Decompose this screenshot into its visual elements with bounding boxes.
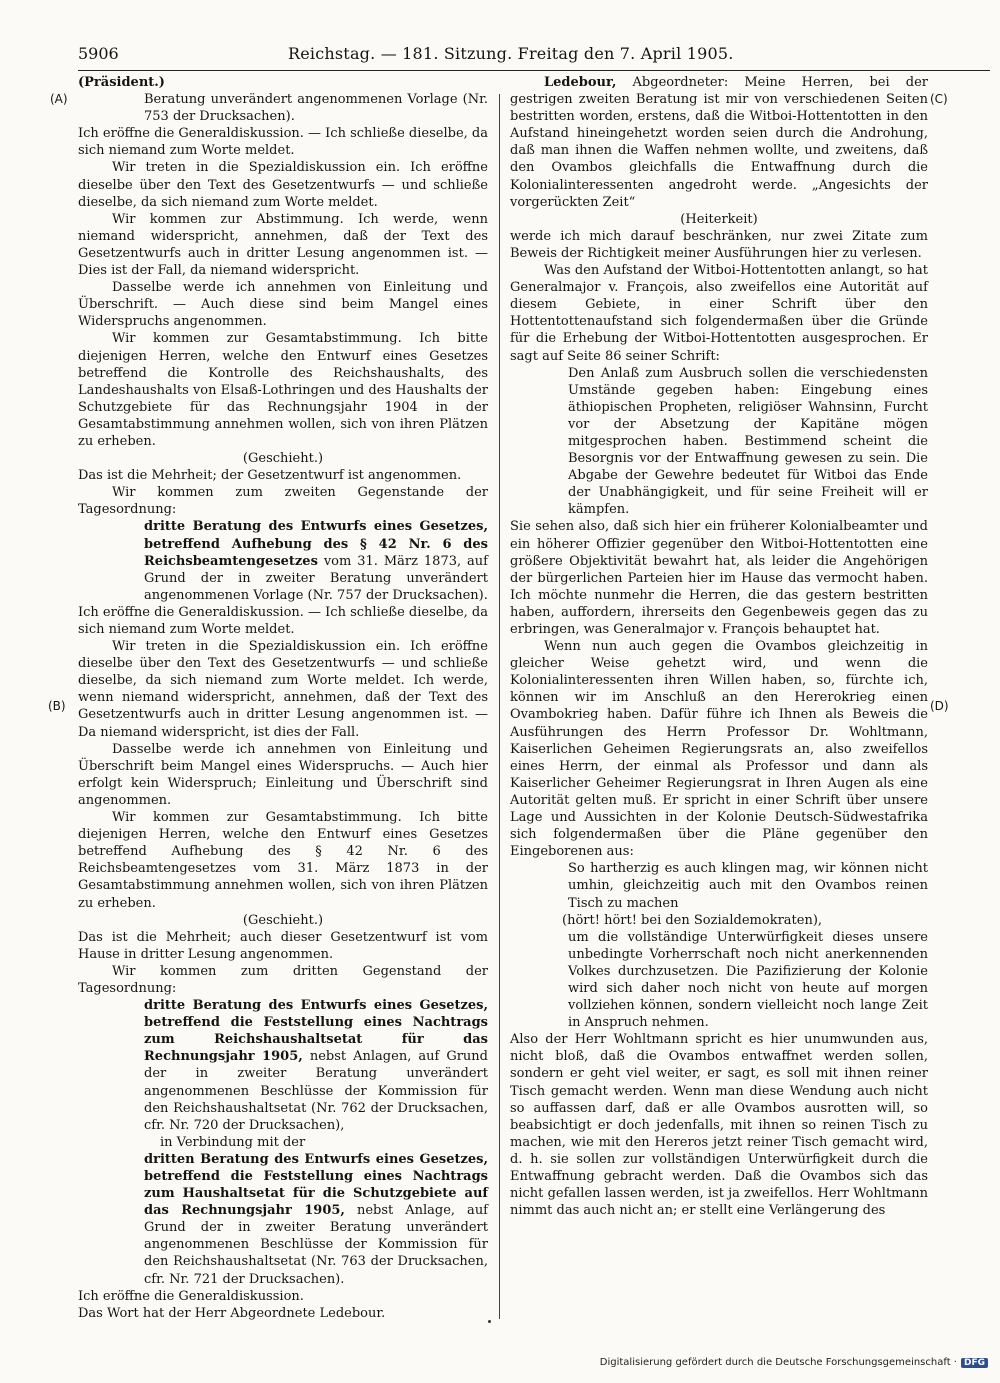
- block-quote: So hartherzig es auch klingen mag, wir können nicht umhin, gleichzeitig auch mit den Ovambos reinen Tisch zu machen: [568, 861, 928, 911]
- paragraph: Was den Aufstand der Witboi-Hottentotten anlangt, so hat Generalmajor v. François, also zweifellos eine Autorität auf diesem Gebiete, in einer Schrift über den Hottentottenaufstand sich folgendermaßen über die Gründe für die Erhebung der Witboi-Hottentotten ausgesprochen. Er sagt auf Seite 86 seiner Schrift:: [510, 263, 928, 364]
- running-title: Reichstag. — 181. Sitzung. Freitag den 7. April 1905.: [288, 44, 734, 63]
- paragraph: Ich eröffne die Generaldiskussion. — Ich schließe dieselbe, da sich niemand zum Worte meldet.: [78, 126, 488, 159]
- paragraph: Dasselbe werde ich annehmen von Einleitung und Überschrift beim Mangel eines Widerspruchs. — Auch hier erfolgt kein Widerspruch; Einleitung und Überschrift sind angenommen.: [78, 741, 488, 808]
- speech-text: Abgeordneter: Meine Herren, bei der gestrigen zweiten Beratung ist mir von verschiedenen Seiten bestritten worden, erstens, daß die Witboi-Hottentotten in den Aufstand hineingehetzt worden seien durch die Androhung, daß man ihnen die Waffen nehmen wollte, und zweitens, daß den Ovambos gleichfalls die Entwaffnung durch die Kolonialinteressenten angedroht werde. „Angesichts der vorgerückten Zeit“: [510, 75, 928, 210]
- margin-note-b: (B): [48, 699, 66, 713]
- paragraph: Wir kommen zum dritten Gegenstand der Tagesordnung:: [78, 963, 488, 996]
- paragraph: Ich eröffne die Generaldiskussion.: [78, 1288, 304, 1304]
- paragraph: Wir kommen zur Gesamtabstimmung. Ich bitte diejenigen Herren, welche den Entwurf eines Gesetzes betreffend die Kontrolle des Reichshaushalts, des Landeshaushalts von Elsaß-Lothringen und des Haushalts der Schutzgebiete für das Rechnungsjahr 1904 in der Gesamtabstimmung annehmen wollen, sich von ihren Plätzen zu erheben.: [78, 331, 488, 449]
- paragraph: Das ist die Mehrheit; auch dieser Gesetzentwurf ist vom Hause in dritter Lesung angenommen.: [78, 929, 488, 962]
- paragraph: Also der Herr Wohltmann spricht es hier unumwunden aus, nicht bloß, daß die Ovambos entwaffnet werden sollen, sondern er geht viel weiter, er sagt, es soll mit ihnen reiner Tisch gemacht werden. Wenn man diese Wendung auch nicht so auffassen darf, daß er alle Ovambos ausrotten will, so beabsichtigt er doch jedenfalls, mit ihnen so reinen Tisch zu machen, wie mit den Hereros jetzt reiner Tisch gemacht wird, d. h. sie sollen zur vollständigen Unterwürfigkeit durch die Entwaffnung gebracht werden. Daß die Ovambos sich das nicht gefallen lassen werden, ist ja zweifellos. Herr Wohltmann nimmt das auch nicht an; er stellt eine Verlängerung des: [510, 1032, 928, 1219]
- column-divider: [499, 94, 500, 1319]
- block-quote: um die vollständige Unterwürfigkeit dieses unsere unbedingte Vorherrschaft noch nicht anerkennenden Volkes durchzusetzen. Die Pazifizierung der Kolonie wird sich daher noch nicht von heute auf morgen vollziehen können, sondern vielleicht noch lange Zeit in Anspruch nehmen.: [568, 929, 928, 1031]
- speaker-president: (Präsident.): [78, 75, 165, 90]
- header-rule: [78, 70, 990, 71]
- paragraph: werde ich mich darauf beschränken, nur zwei Zitate zum Beweis der Richtigkeit meiner Ausführungen hier zu verlesen.: [510, 228, 928, 261]
- left-column: [78, 74, 488, 1322]
- agenda-title: dritte Beratung des Entwurfs eines Gesetzes, betreffend Aufhebung des § 42 Nr. 6 des Reichsbeamtengesetzes: [144, 519, 488, 569]
- paragraph: Sie sehen also, daß sich hier ein früherer Kolonialbeamter und ein höherer Offizier gegenüber den Witboi-Hottentotten eine größere Objektivität bewahrt hat, als leider die Angehörigen der bürgerlichen Parteien hier im Hause das vermocht haben. Ich möchte nunmehr die Herren, die das gestern bestritten haben, auffordern, ihrerseits den Gegenbeweis gegen das zu erbringen, was Generalmajor v. François behauptet hat.: [510, 519, 928, 637]
- agenda-details: nebst Anlage, auf Grund der in zweiter Beratung unverändert angenommenen Beschlüsse der Kommission für den Reichshaushaltsetat (Nr. 763 der Drucksachen, cfr. Nr. 721 der Drucksachen).: [144, 1203, 488, 1287]
- footer-credit: [600, 1357, 988, 1368]
- paragraph: Ich eröffne die Generaldiskussion. — Ich schließe dieselbe, da sich niemand zum Worte meldet.: [78, 604, 488, 637]
- paragraph: Beratung unverändert angenommenen Vorlage (Nr. 753 der Drucksachen).: [144, 92, 488, 125]
- paragraph: Das ist die Mehrheit; der Gesetzentwurf ist angenommen.: [78, 468, 462, 484]
- paragraph: in Verbindung mit der: [160, 1134, 306, 1150]
- agenda-title: dritte Beratung des Entwurfs eines Gesetzes, betreffend die Feststellung eines Nachtrags zum Reichshaushaltsetat für das Rechnungsjahr 1905,: [144, 998, 488, 1065]
- block-quote: Den Anlaß zum Ausbruch sollen die verschiedensten Umstände gegeben haben: Eingebung eines äthiopischen Propheten, religiöser Wahnsinn, Furcht vor der Absetzung der Kapitäne mögen mitgesprochen haben. Bestimmend scheint die Besorgnis vor der Entwaffnung gewesen zu sein. Die Abgabe der Gewehre bedeutet für Witboi das Ende der Unabhängigkeit, und für seine Freiheit will er kämpfen.: [568, 365, 928, 518]
- agenda-details: nebst Anlagen, auf Grund der in zweiter Beratung unverändert angenommenen Beschlüsse der Kommission für den Reichshaushaltsetat (Nr. 762 der Drucksachen, cfr. Nr. 720 der Drucksachen),: [144, 1049, 488, 1133]
- agenda-title: dritten Beratung des Entwurfs eines Gesetzes, betreffend die Feststellung eines Nachtrags zum Haushaltsetat für die Schutzgebiete auf das Rechnungsjahr 1905,: [144, 1151, 488, 1219]
- page-number: 5906: [78, 44, 119, 63]
- paragraph: Wir treten in die Spezialdiskussion ein. Ich eröffne dieselbe über den Text des Gesetzentwurfs — und schließe dieselbe, da sich niemand zum Worte meldet.: [78, 160, 488, 210]
- agenda-item-3b: [78, 1151, 488, 1288]
- stage-direction: (Geschieht.): [242, 451, 324, 467]
- paragraph: Wenn nun auch gegen die Ovambos gleichzeitig in gleicher Weise gehetzt wird, und wenn die Kolonialinteressenten ihren Willen haben, so, fürchte ich, können wir im Anschluß an den Hererokrieg einen Ovambokrieg haben. Dafür führe ich Ihnen als Beweis die Ausführungen des Herrn Professor Dr. Wohltmann, Kaiserlichen Geheimen Regierungsrats an, also zweifellos eines Herrn, der einmal als Professor und dann als Kaiserlicher Geheimer Regierungsrat in Ihren Augen als eine Autorität gelten muß. Er spricht in einer Schrift über unsere Lage und Aussichten in der Kolonie Deutsch-Südwestafrika sich folgendermaßen über die Pläne gegenüber den Eingeborenen aus:: [510, 639, 928, 860]
- stage-direction: (hört! hört! bei den Sozialdemokraten),: [562, 912, 823, 928]
- page-header: [78, 44, 988, 68]
- margin-note-c: (C): [930, 92, 948, 106]
- stage-direction: (Heiterkeit): [680, 211, 758, 227]
- agenda-details: vom 31. März 1873, auf Grund der in zweiter Beratung unverändert angenommenen Vorlage (Nr. 757 der Drucksachen).: [144, 553, 488, 603]
- stage-direction: (Geschieht.): [242, 912, 324, 928]
- paragraph: Wir kommen zur Gesamtabstimmung. Ich bitte diejenigen Herren, welche den Entwurf eines Gesetzes betreffend Aufhebung des § 42 Nr. 6 des Reichsbeamtengesetzes vom 31. März 1873 in der Gesamtabstimmung annehmen wollen, sich von ihren Plätzen zu erheben.: [78, 810, 488, 911]
- agenda-item-2: [78, 518, 488, 603]
- footer-text: Digitalisierung gefördert durch die Deutsche Forschungsgemeinschaft ·: [599, 1357, 957, 1368]
- paragraph: Dasselbe werde ich annehmen von Einleitung und Überschrift. — Auch diese sind beim Mangel eines Widerspruchs angenommen.: [78, 280, 488, 330]
- speaker-name: Ledebour,: [544, 75, 617, 90]
- speech-opening: [510, 74, 928, 211]
- right-column: [510, 74, 928, 1219]
- dfg-logo: DFG: [961, 1358, 988, 1368]
- agenda-item-3: [78, 997, 488, 1134]
- margin-note-d: (D): [930, 699, 949, 713]
- paragraph: Wir kommen zum zweiten Gegenstande der Tagesordnung:: [78, 485, 488, 518]
- page-dot: [488, 1320, 491, 1323]
- paragraph: Das Wort hat der Herr Abgeordnete Ledebour.: [78, 1305, 386, 1321]
- paragraph: Wir treten in die Spezialdiskussion ein. Ich eröffne dieselbe über den Text des Gesetzentwurfs — und schließe dieselbe, da sich niemand zum Worte meldet. Ich werde, wenn niemand widerspricht, annehmen, daß der Text des Gesetzentwurfs auch in dritter Lesung angenommen ist. — Da niemand widerspricht, ist dies der Fall.: [78, 639, 488, 740]
- paragraph: Wir kommen zur Abstimmung. Ich werde, wenn niemand widerspricht, annehmen, daß der Text des Gesetzentwurfs auch in dritter Lesung angenommen ist. — Dies ist der Fall, da niemand widerspricht.: [78, 211, 488, 279]
- margin-note-a: (A): [50, 92, 68, 106]
